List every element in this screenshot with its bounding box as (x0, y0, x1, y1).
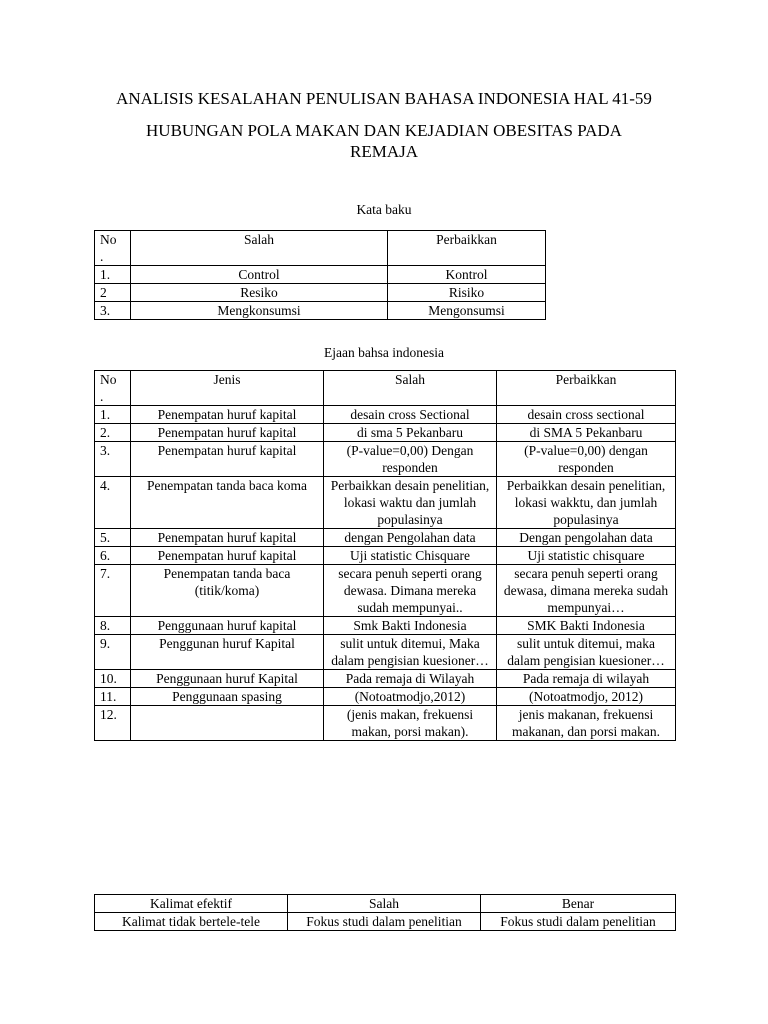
table-cell: (jenis makan, frekuensi makan, porsi makan). (324, 706, 497, 741)
table-row (95, 266, 546, 284)
column-header: No . (95, 231, 131, 266)
table-cell: Perbaikkan desain penelitian, lokasi waktu dan jumlah populasinya (324, 477, 497, 529)
ejaan-table (94, 370, 676, 741)
table-cell: 11. (95, 688, 131, 706)
column-header: Jenis (131, 371, 324, 406)
table-cell: Penempatan huruf kapital (131, 547, 324, 565)
table-cell: Kalimat tidak bertele-tele (95, 913, 288, 931)
kata-baku-table (94, 230, 546, 320)
table-row (95, 529, 676, 547)
table-row (95, 565, 676, 617)
table-row (95, 284, 546, 302)
table-cell: 7. (95, 565, 131, 617)
table-row (95, 477, 676, 529)
table-cell: sulit untuk ditemui, Maka dalam pengisian kuesioner… (324, 635, 497, 670)
table-cell: Penempatan huruf kapital (131, 406, 324, 424)
table-cell: 6. (95, 547, 131, 565)
column-header: Perbaikkan (388, 231, 546, 266)
table-cell: dengan Pengolahan data (324, 529, 497, 547)
column-header: Salah (324, 371, 497, 406)
table-cell: Penempatan tanda baca (titik/koma) (131, 565, 324, 617)
table-cell: 4. (95, 477, 131, 529)
table-cell: 12. (95, 706, 131, 741)
column-header: Benar (481, 895, 676, 913)
table-cell: jenis makanan, frekuensi makanan, dan porsi makan. (497, 706, 676, 741)
table-cell: Uji statistic chisquare (497, 547, 676, 565)
table-cell: Penempatan huruf kapital (131, 424, 324, 442)
table-cell: 1. (95, 406, 131, 424)
table-cell: SMK Bakti Indonesia (497, 617, 676, 635)
table-cell: Kontrol (388, 266, 546, 284)
header-row (95, 371, 676, 406)
document-subtitle-line2: REMAJA (349, 142, 418, 161)
table-cell: (Notoatmodjo, 2012) (497, 688, 676, 706)
table-row (95, 424, 676, 442)
table-cell: Control (131, 266, 388, 284)
table-row (95, 635, 676, 670)
table-cell: (P-value=0,00) dengan responden (497, 442, 676, 477)
table-row (95, 547, 676, 565)
kata-baku-caption: Kata baku (356, 202, 412, 217)
table-row (95, 442, 676, 477)
table-cell: 5. (95, 529, 131, 547)
kalimat-efektif-table (94, 894, 676, 931)
table-cell: Pada remaja di wilayah (497, 670, 676, 688)
column-header: Perbaikkan (497, 371, 676, 406)
table-cell: Penempatan huruf kapital (131, 529, 324, 547)
table-cell: 10. (95, 670, 131, 688)
table-cell: 3. (95, 302, 131, 320)
table-cell: desain cross Sectional (324, 406, 497, 424)
table-cell: Penggunaan huruf Kapital (131, 670, 324, 688)
table-cell: 3. (95, 442, 131, 477)
header-row (95, 895, 676, 913)
table-cell: 2. (95, 424, 131, 442)
column-header: Salah (288, 895, 481, 913)
table-cell: (Notoatmodjo,2012) (324, 688, 497, 706)
table-row (95, 670, 676, 688)
table-cell: Mengkonsumsi (131, 302, 388, 320)
column-header: No . (95, 371, 131, 406)
table-cell: 9. (95, 635, 131, 670)
table-row (95, 706, 676, 741)
table-cell: 2 (95, 284, 131, 302)
table-cell: Smk Bakti Indonesia (324, 617, 497, 635)
table-cell: Penempatan huruf kapital (131, 442, 324, 477)
table-cell: Mengonsumsi (388, 302, 546, 320)
table-cell: Dengan pengolahan data (497, 529, 676, 547)
table-cell: desain cross sectional (497, 406, 676, 424)
header-row (95, 231, 546, 266)
document-subtitle-line1: HUBUNGAN POLA MAKAN DAN KEJADIAN OBESITAS PADA (146, 121, 622, 140)
ejaan-caption: Ejaan bahsa indonesia (324, 345, 444, 360)
table-cell: Penggunaan huruf kapital (131, 617, 324, 635)
table-cell: Risiko (388, 284, 546, 302)
table-cell (131, 706, 324, 741)
table-row (95, 913, 676, 931)
table-cell: sulit untuk ditemui, maka dalam pengisian kuesioner… (497, 635, 676, 670)
table-cell: (P-value=0,00) Dengan responden (324, 442, 497, 477)
table-cell: Resiko (131, 284, 388, 302)
table-cell: Pada remaja di Wilayah (324, 670, 497, 688)
table-cell: di sma 5 Pekanbaru (324, 424, 497, 442)
table-cell: Fokus studi dalam penelitian (481, 913, 676, 931)
table-cell: 1. (95, 266, 131, 284)
column-header: Kalimat efektif (95, 895, 288, 913)
table-cell: Penggunan huruf Kapital (131, 635, 324, 670)
table-row (95, 617, 676, 635)
table-cell: 8. (95, 617, 131, 635)
table-cell: Fokus studi dalam penelitian (288, 913, 481, 931)
column-header: Salah (131, 231, 388, 266)
table-cell: di SMA 5 Pekanbaru (497, 424, 676, 442)
document-title: ANALISIS KESALAHAN PENULISAN BAHASA INDONESIA HAL 41-59 (116, 89, 652, 108)
table-cell: Uji statistic Chisquare (324, 547, 497, 565)
table-cell: Penempatan tanda baca koma (131, 477, 324, 529)
table-row (95, 302, 546, 320)
table-cell: Penggunaan spasing (131, 688, 324, 706)
table-cell: Perbaikkan desain penelitian, lokasi wakktu, dan jumlah populasinya (497, 477, 676, 529)
table-cell: secara penuh seperti orang dewasa, dimana mereka sudah mempunyai… (497, 565, 676, 617)
table-row (95, 688, 676, 706)
table-row (95, 406, 676, 424)
table-cell: secara penuh seperti orang dewasa. Dimana mereka sudah mempunyai.. (324, 565, 497, 617)
